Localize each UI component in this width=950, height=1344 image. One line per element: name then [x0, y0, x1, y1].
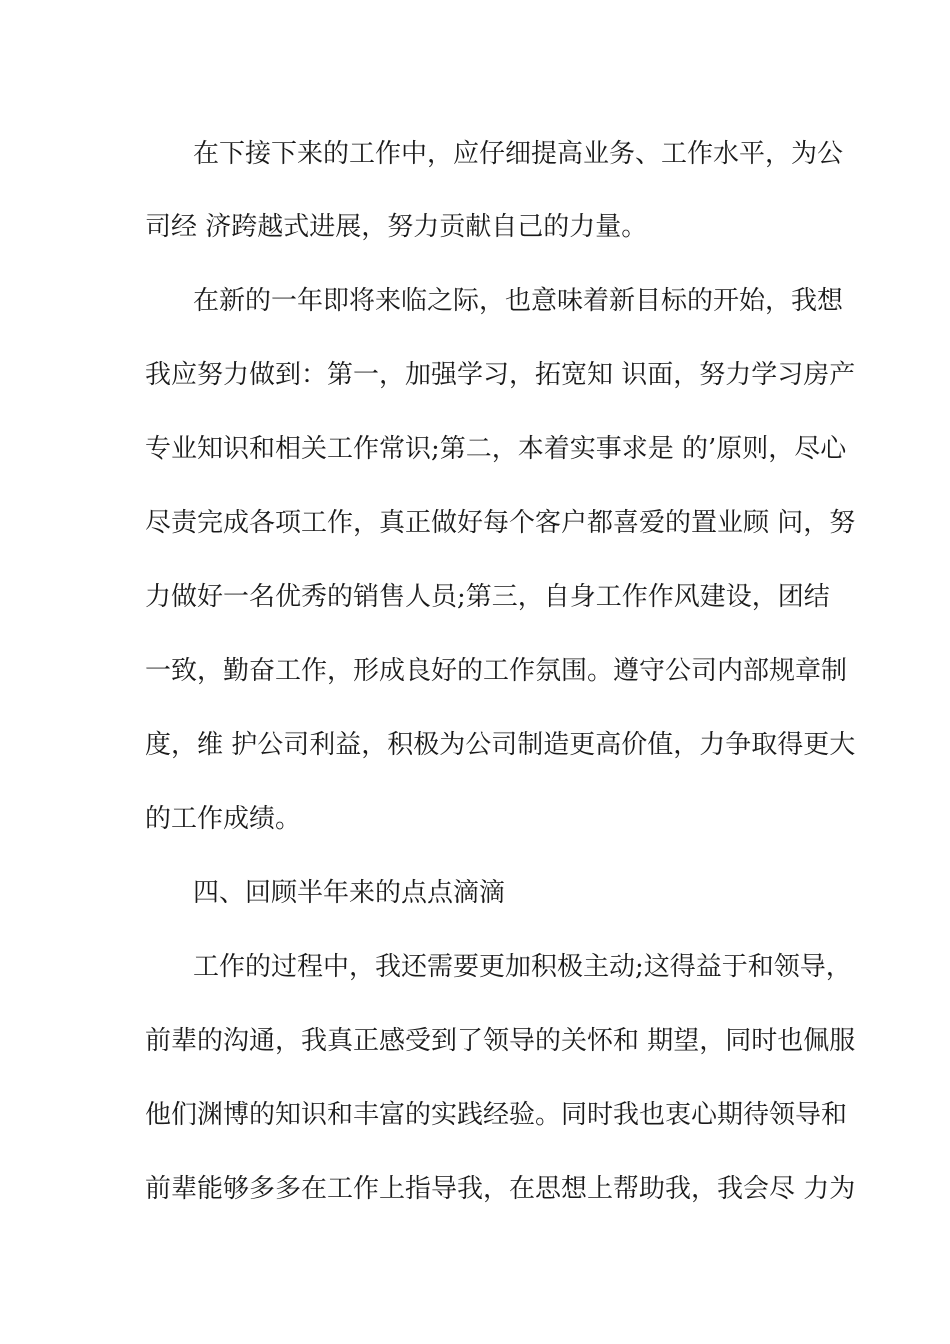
paragraph-line: 一致，勤奋工作，形成良好的工作氛围。遵守公司内部规章制 — [145, 656, 848, 686]
paragraph-line: 前辈能够多多在工作上指导我，在思想上帮助我，我会尽 力为 — [145, 1174, 856, 1204]
paragraph-line: 前辈的沟通，我真正感受到了领导的关怀和 期望，同时也佩服 — [145, 1026, 856, 1056]
paragraph-line: 度，维 护公司利益，积极为公司制造更高价值，力争取得更大 — [145, 730, 856, 760]
paragraph-line: 在新的一年即将来临之际，也意味着新目标的开始，我想 — [193, 286, 844, 316]
paragraph-line: 工作的过程中，我还需要更加积极主动;这得益于和领导， — [193, 952, 852, 982]
paragraph-line: 尽责完成各项工作，真正做好每个客户都喜爱的置业顾 问，努 — [145, 508, 856, 538]
paragraph-line: 力做好一名优秀的销售人员;第三，自身工作作风建设，团结 — [145, 582, 830, 612]
paragraph-line: 在下接下来的工作中，应仔细提高业务、工作水平，为公 — [193, 139, 844, 169]
paragraph-line: 专业知识和相关工作常识;第二，本着实事求是 的’原则，尽心 — [145, 434, 847, 464]
paragraph-line: 他们渊博的知识和丰富的实践经验。同时我也衷心期待领导和 — [145, 1100, 848, 1130]
paragraph-line: 司经 济跨越式进展，努力贡献自己的力量。 — [145, 212, 648, 242]
paragraph-line: 我应努力做到：第一，加强学习，拓宽知 识面，努力学习房产 — [145, 360, 856, 390]
paragraph-line: 的工作成绩。 — [145, 804, 302, 834]
section-heading: 四、回顾半年来的点点滴滴 — [193, 878, 506, 908]
